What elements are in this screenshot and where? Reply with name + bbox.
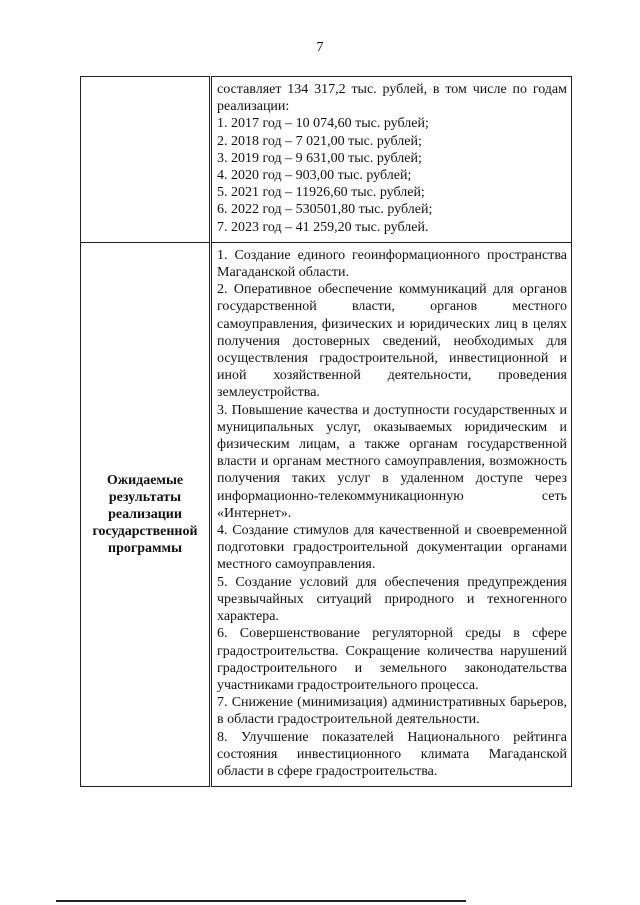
program-passport-table	[80, 76, 572, 787]
funding-label-cell	[81, 77, 211, 243]
funding-year-item: 4. 2020 год – 903,00 тыс. рублей;	[217, 168, 412, 184]
funding-year-item: 6. 2022 год – 530501,80 тыс. рублей;	[217, 202, 433, 218]
results-row	[81, 242, 572, 786]
funding-row	[81, 77, 572, 243]
funding-year-item: 1. 2017 год – 10 074,60 тыс. рублей;	[217, 116, 429, 132]
funding-year-item: 7. 2023 год – 41 259,20 тыс. рублей.	[217, 219, 429, 235]
funding-year-item: 5. 2021 год – 11926,60 тыс. рублей;	[217, 185, 425, 201]
funding-year-item: 2. 2018 год – 7 021,00 тыс. рублей;	[217, 133, 422, 149]
result-item: 7. Снижение (минимизация) административных барьеров, в области градостроительной деятельности.	[217, 695, 567, 728]
bottom-rule	[56, 900, 466, 902]
result-item: 1. Создание единого геоинформационного пространства Магаданской области.	[217, 247, 567, 281]
result-item: 6. Совершенствование регуляторной среды в сфере градостроительства. Сокращение количества нарушений градостроительного и земельного законодательства участниками градостроительного процесса.	[217, 626, 567, 693]
results-content-cell	[211, 242, 572, 786]
funding-year-item: 3. 2019 год – 9 631,00 тыс. рублей;	[217, 150, 422, 166]
funding-intro: составляет 134 317,2 тыс. рублей, в том числе по годам реализации:	[217, 82, 567, 115]
funding-content-cell	[211, 77, 572, 243]
result-item: 5. Создание условий для обеспечения предупреждения чрезвычайных ситуаций природного и техногенного характера.	[217, 574, 567, 625]
results-label: Ожидаемые результаты реализации государственной программы	[81, 242, 211, 786]
page-number: 7	[316, 40, 324, 55]
result-item: 2. Оперативное обеспечение коммуникаций для органов государственной власти, органов местного самоуправления, физических и юридических лиц в целях получения достоверных сведений, необходимых для осуществления градостроительной, инвестиционной и иной хозяйственной деятельности, проведения землеустройства.	[217, 282, 567, 401]
result-item: 4. Создание стимулов для качественной и своевременной подготовки градостроительной документации органами местного самоуправления.	[217, 523, 567, 573]
result-item: 8. Улучшение показателей Национального рейтинга состояния инвестиционного климата Магаданской области в сфере градостроительства.	[217, 729, 567, 779]
result-item: 3. Повышение качества и доступности государственных и муниципальных услуг, оказываемых юридическим и физическим лицам, а также органам государственной власти и органам местного самоуправления, возможность получения таких услуг в удаленном доступе через информационно-телекоммуникационную сеть «Интернет».	[217, 402, 567, 521]
